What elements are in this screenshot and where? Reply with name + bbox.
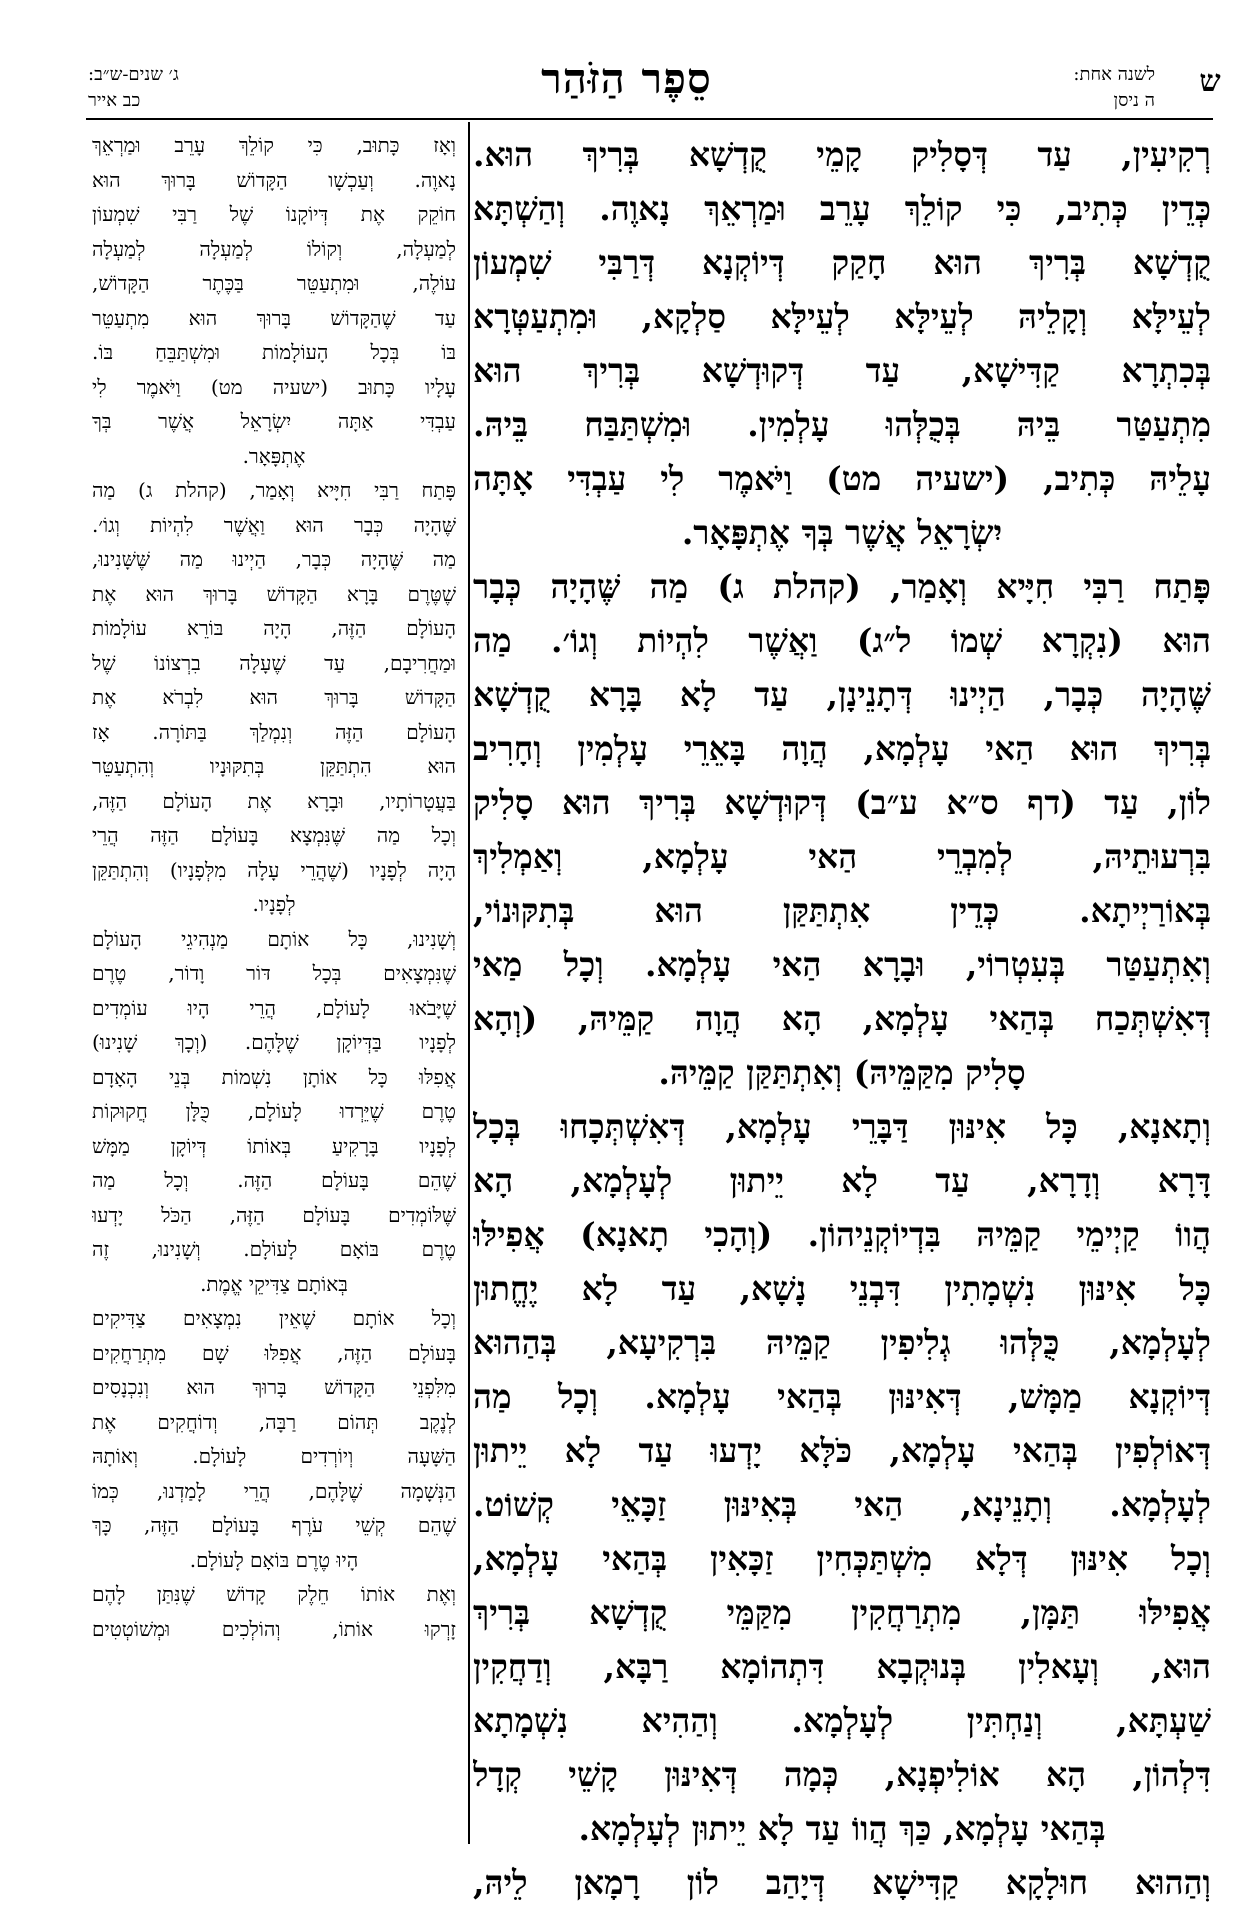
translation-line: בּוֹ בְּכָל הָעוֹלָמוֹת וּמִשְׁתַּבֵּחַ בּוֹ. — [92, 340, 456, 364]
translation-line: בָּעוֹלָם הַזֶּה, אֲפִלּוּ שָׁם מִתְרַחֲקִים — [92, 1340, 456, 1365]
aramaic-line: קֻדְשָׁא בְּרִיךְ הוּא חָקַק דְּיוֹקְנָא דְּרַבִּי שִׁמְעוֹן — [473, 243, 1211, 282]
translation-line: מִלִּפְנֵי הַקָּדוֹשׁ בָּרוּךְ הוּא וְנִכְנָסִים — [92, 1375, 456, 1399]
translation-line: הַשָּׁעָה וְיוֹרְדִים לָעוֹלָם. וְאוֹתָהּ — [92, 1444, 456, 1468]
aramaic-line: וְתָאנָא, כָּל אִינּוּן דַּבָּרֵי עָלְמָא, דְּאִשְׁתְּכָחוּ בְּכָל — [473, 1107, 1211, 1146]
aramaic-line: דִּלְהוֹן, הָא אוֹלִיפְנָא, כְּמָה דְּאִינּוּן קָשֵׁי קְדָל — [473, 1755, 1211, 1794]
header-left-line1: ג׳ שנים-ש״ב: — [88, 64, 179, 85]
translation-line: עָלָיו כָּתוּב (ישעיה מט) וַיֹּאמֶר לִי — [92, 374, 456, 399]
aramaic-line: שֶּׁהָיָה כְּבָר, הַיְינוּ דְּתָנֵינָן, עַד לָא בָּרָא קֻדְשָׁא — [473, 675, 1211, 714]
aramaic-line: הֲווֹ קַיְימֵי קַמֵּיהּ בִּדְיוֹקְנֵיהוֹן. (וְהָכִי תָאנָא) אֲפִילּוּ — [473, 1215, 1211, 1254]
aramaic-line: לְעֵילָּא וְקָלֵיהּ לְעֵילָּא לְעֵילָּא סַלְקָא, וּמִתְעַטְּרָא — [473, 297, 1211, 336]
translation-line: לְפָנָיו בַּדְּיוֹקָן שֶׁלָּהֶם. (וְכָךְ שָׁנִינוּ) — [92, 1030, 456, 1054]
translation-line: וְאָז כָּתוּב, כִּי קוֹלֵךְ עָרֵב וּמַרְאֵךְ — [92, 133, 456, 157]
translation-line: שֶׁנִּמְצָאִים בְּכָל דּוֹר וָדוֹר, טֶרֶם — [92, 961, 456, 985]
translation-line: שֶּׁלּוֹמְדִים בָּעוֹלָם הַזֶּה, הַכֹּל יָדְעוּ — [92, 1202, 456, 1227]
aramaic-line: וְכָל אִינּוּן דְּלָא מִשְׁתַּכְּחִין זַכָּאִין בְּהַאי עָלְמָא, — [473, 1539, 1211, 1578]
translation-line: שֶׁהֵם קְשֵׁי עֹרֶף בָּעוֹלָם הַזֶּה, כָּךְ — [92, 1513, 456, 1537]
translation-line: וְאֶת אוֹתוֹ חֵלֶק קָדוֹשׁ שֶׁנִּתַּן לָהֶם — [92, 1582, 456, 1606]
aramaic-line: כָּל אִינּוּן נִשְׁמָתִין דִּבְנֵי נָשָׁא, עַד לָא יֶחֱתוּן — [473, 1269, 1211, 1308]
translation-line: וְכָל אוֹתָם שֶׁאֵין נִמְצָאִים צַדִּיקִים — [92, 1306, 456, 1330]
aramaic-line: אֲפִילּוּ תַּמָּן, מִתְרַחֲקִין מִקַּמֵּי קֻדְשָׁא בְּרִיךְ — [473, 1593, 1211, 1632]
aramaic-line: בְּכִתְרָא קַדִּישָׁא, עַד דְּקוּדְשָׁא בְּרִיךְ הוּא — [473, 351, 1211, 390]
page-number: ש — [1199, 64, 1221, 99]
translation-line: הָעוֹלָם הַזֶּה, הָיָה בּוֹרֵא עוֹלָמוֹת — [92, 616, 456, 640]
aramaic-line: הוּא (נִקְרָא שְׁמוֹ ל״ג) וַאֲשֶׁר לִהְיוֹת וְגוֹ׳. מַה — [473, 621, 1211, 660]
aramaic-line: בְּהַאי עָלְמָא, כַּךְ הֲווֹ עַד לָא יֵיתוּן לְעָלְמָא. — [578, 1809, 1106, 1848]
translation-line: לְפָנָיו בָּרָקִיעַ בְּאוֹתוֹ דְּיוֹקָן מַמָּשׁ — [92, 1133, 456, 1158]
aramaic-line: שַׁעְתָּא, וְנַחְתִּין לְעָלְמָא. וְהַהִיא נִשְׁמָתָא — [473, 1701, 1211, 1740]
aramaic-line: לְעָלְמָא. וְתָנֵינָא, הַאי בְּאִינּוּן זַכָּאֵי קְשׁוֹט. — [473, 1485, 1211, 1524]
aramaic-line: פָּתַח רַבִּי חִיָּיא וְאָמַר, (קהלת ג) מַה שֶּׁהָיָה כְּבָר — [473, 567, 1211, 606]
aramaic-line: דְּיוֹקְנָא מַמָּשׁ, דְּאִינּוּן בְּהַאי עָלְמָא. וְכָל מַה — [473, 1377, 1211, 1416]
translation-line: בַּעֲטָרוֹתָיו, וּבָרָא אֶת הָעוֹלָם הַזֶּה, — [92, 788, 456, 813]
translation-line: שֶׁיָּבֹאוּ לָעוֹלָם, הֲרֵי הָיוּ עוֹמְדִים — [92, 995, 456, 1020]
aramaic-line: דְּאִשְׁתְּכַח בְּהַאי עָלְמָא, הָא הֲוָה קַמֵּיהּ, (וְהָא — [473, 999, 1211, 1038]
aramaic-line: כְּדֵין כְּתִיב, כִּי קוֹלֵךְ עָרֵב וּמַרְאֵךְ נָאוֶה. וְהַשְׁתָּא — [473, 189, 1211, 228]
translation-line: אֲפִלּוּ כָּל אוֹתָן נִשְׁמוֹת בְּנֵי הָאָדָם — [92, 1064, 456, 1089]
aramaic-line: דָּרָא וְדָרָא, עַד לָא יֵיתוּן לְעָלְמָא, הָא — [473, 1161, 1211, 1200]
translation-line: בְּאוֹתָם צַדִּיקֵי אֱמֶת. — [200, 1271, 348, 1296]
translation-line: עַבְדִּי אַתָּה יִשְׂרָאֵל אֲשֶׁר בְּךָ — [92, 409, 456, 433]
translation-line: שֶׁטֶּרֶם בָּרָא הַקָּדוֹשׁ בָּרוּךְ הוּא אֶת — [92, 581, 456, 606]
translation-line: טֶרֶם שֶׁיֵּרְדוּ לָעוֹלָם, כֻּלָּן חֲקוּקוֹת — [92, 1099, 456, 1123]
translation-line: לְנֶקֶב תְּהוֹם רַבָּה, וְדוֹחֲקִים אֶת — [92, 1409, 456, 1434]
translation-line: לְמַעְלָה, וְקוֹלוֹ לְמַעְלָה לְמַעְלָה — [92, 236, 456, 261]
aramaic-line: סָלִיק מִקַּמֵּיהּ) וְאִתְתַּקַּן קַמֵּיהּ. — [658, 1053, 1026, 1092]
header-right-line2: ה ניסן — [1113, 90, 1155, 111]
translation-line: חוֹקֵק אֶת דְּיוֹקָנוֹ שֶׁל רַבִּי שִׁמְעוֹן — [92, 202, 456, 226]
translation-line: עוֹלֶה, וּמִתְעַטֵּר בַּכֶּתֶר הַקָּדוֹשׁ, — [92, 271, 456, 295]
translation-line: פָּתַח רַבִּי חִיָּיא וְאָמַר, (קהלת ג) מַה — [92, 478, 456, 502]
translation-line: אֶתְפָּאָר. — [242, 443, 306, 468]
translation-line: הַנְּשָׁמָה שֶׁלָּהֶם, הֲרֵי לָמַדְנוּ, כְּמוֹ — [92, 1478, 456, 1503]
aramaic-line: רְקִיעִין, עַד דְּסָלִיק קָמֵי קֻדְשָׁא בְּרִיךְ הוּא. — [473, 135, 1211, 174]
translation-line: וּמַחֲרִיבָם, עַד שֶׁעָלָה בִרְצוֹנוֹ שֶׁל — [92, 650, 456, 675]
header-left-line2: כב אייר — [88, 90, 141, 111]
aramaic-line: מִתְעַטַּר בֵּיהּ בְּכֻלְּהוּ עָלְמִין. וּמִשְׁתַּבַּח בֵּיהּ. — [473, 405, 1211, 444]
aramaic-line: בְּאוֹרַיְיתָא. כְּדֵין אִתְתַּקַּן הוּא בְּתִקּוּנוֹי, — [473, 891, 1211, 930]
translation-line: הָעוֹלָם הַזֶּה וְנִמְלַךְ בַּתּוֹרָה. אָז — [92, 719, 456, 744]
translation-line: נָאוֶה. וְעַכְשָׁו הַקָּדוֹשׁ בָּרוּךְ הוּא — [92, 167, 456, 192]
translation-line: וְשָׁנִינוּ, כָּל אוֹתָם מַנְהִיגֵי הָעוֹלָם — [92, 926, 456, 951]
translation-line: הָיָה לְפָנָיו (שֶׁהֲרֵי עָלָה מִלְּפָנָיו) וְהִתְתַּקֵּן — [92, 857, 456, 882]
page-title: סֵפֶר הַזֹּהַר — [541, 54, 712, 103]
translation-line: שֶּׁהָיָה כְּבָר הוּא וַאֲשֶׁר לִהְיוֹת וְגוֹ׳. — [92, 512, 456, 537]
translation-line: שֶׁהֵם בָּעוֹלָם הַזֶּה. וְכָל מַה — [92, 1168, 456, 1192]
aramaic-line: הוּא, וְעָאלִין בְּנוּקְבָא דִּתְהוֹמָא רַבָּא, וְדַחֲקִין — [473, 1647, 1211, 1686]
translation-line: טֶרֶם בּוֹאָם לָעוֹלָם. וְשָׁנִינוּ, זֶה — [92, 1237, 456, 1261]
aramaic-line: עָלֵיהּ כְּתִיב, (ישעיה מט) וַיֹּאמֶר לִי עַבְדִּי אָתָּה — [473, 459, 1211, 498]
header-right-line1: לשנה אחת: — [1073, 64, 1155, 85]
translation-line: לְפָנָיו. — [252, 892, 296, 916]
translation-line: זָרְקוּ אוֹתוֹ, וְהוֹלְכִים וּמְשׁוֹטְטִים — [92, 1616, 456, 1641]
aramaic-column — [473, 128, 1211, 1910]
aramaic-line: יִשְׂרָאֵל אֲשֶׁר בְּךָ אֶתְפָּאָר. — [681, 513, 1003, 552]
aramaic-line: לְעָלְמָא, כֻּלְּהוּ גְלִיפִין קַמֵּיהּ בִּרְקִיעָא, בְּהַהוּא — [473, 1323, 1211, 1362]
translation-line: הָיוּ טֶרֶם בּוֹאָם לָעוֹלָם. — [189, 1547, 359, 1572]
header-divider — [86, 118, 1213, 120]
translation-line: הוּא הִתְתַּקֵּן בְּתִקּוּנָיו וְהִתְעַטֵּר — [92, 754, 456, 778]
translation-line: מַה שֶּׁהָיָה כְּבָר, הַיְינוּ מַה שֶּׁשָּׁנִינוּ, — [92, 547, 456, 571]
aramaic-line: בְּרִיךְ הוּא הַאי עָלְמָא, הֲוָה בָּאֵרֵי עָלְמִין וְחָרִיב — [473, 729, 1211, 768]
aramaic-line: וְאִתְעַטַּר בְּעִטְרוֹי, וּבָרָא הַאי עָלְמָא. וְכָל מַאי — [473, 945, 1211, 984]
hebrew-translation-column — [92, 128, 456, 1646]
header-left-info — [88, 62, 248, 114]
translation-line: הַקָּדוֹשׁ בָּרוּךְ הוּא לִבְרֹא אֶת — [92, 685, 456, 709]
aramaic-line: דְּאוֹלְפִין בְּהַאי עָלְמָא, כֹּלָּא יָדְעוּ עַד לָא יֵיתוּן — [473, 1431, 1211, 1470]
translation-line: וְכָל מַה שֶּׁנִּמְצָא בָּעוֹלָם הַזֶּה הֲרֵי — [92, 823, 456, 847]
aramaic-line: בִּרְעוּתֵיהּ, לְמִבְרֵי הַאי עָלְמָא, וְאַמְלִיךְ — [473, 837, 1211, 876]
aramaic-line: לוֹן, עַד (דף ס״א ע״ב) דְּקוּדְשָׁא בְּרִיךְ הוּא סָלִיק — [473, 783, 1211, 822]
translation-line: עַד שֶׁהַקָּדוֹשׁ בָּרוּךְ הוּא מִתְעַטֵּר — [92, 305, 456, 330]
column-divider — [468, 122, 470, 1844]
aramaic-line: וְהַהוּא חוּלָקָא קַדִּישָׁא דְּיָהַב לוֹן רָמָאן לֵיהּ, — [473, 1863, 1211, 1902]
